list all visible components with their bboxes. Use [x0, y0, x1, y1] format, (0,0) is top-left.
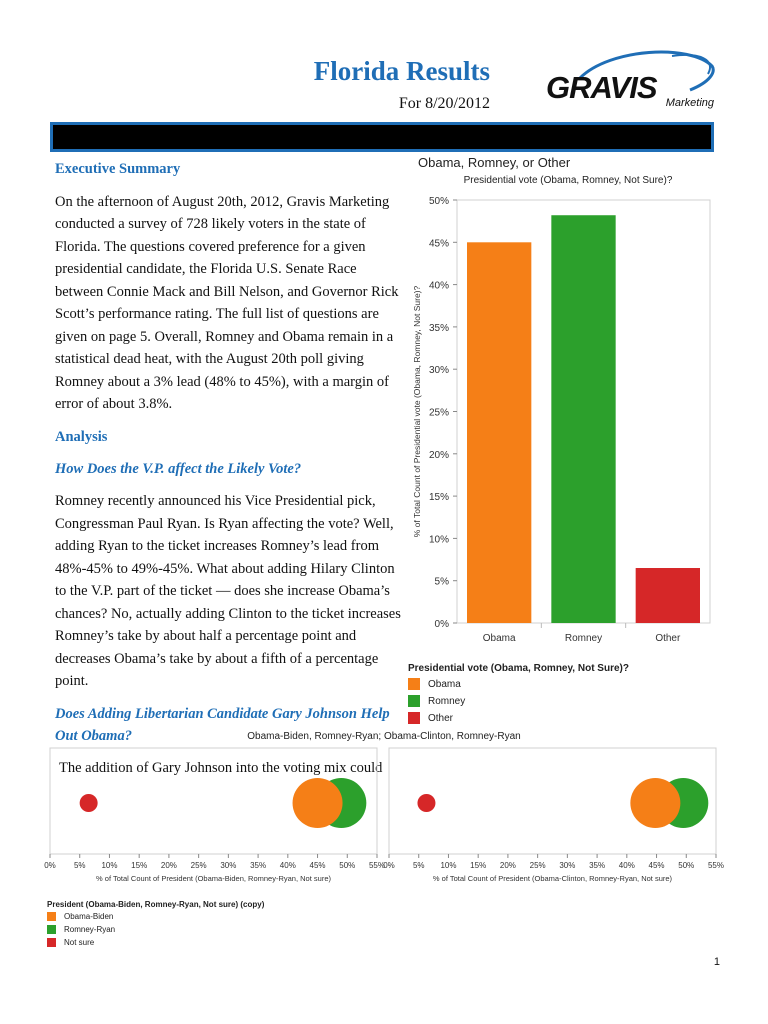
x-tick-label: 20% — [160, 861, 177, 870]
legend-swatch — [408, 712, 420, 724]
bubble-legend-title: President (Obama-Biden, Romney-Ryan, Not sure) (copy) — [47, 900, 265, 909]
legend-swatch — [408, 695, 420, 707]
bar-chart — [405, 188, 725, 648]
header-bar — [50, 122, 714, 152]
x-tick-label: 55% — [707, 861, 725, 870]
legend-item-obama: Obama — [408, 676, 708, 693]
analysis-heading: Analysis — [55, 428, 108, 445]
y-tick-label: 40% — [428, 280, 449, 292]
bar-romney — [551, 215, 615, 623]
x-tick-label: 50% — [678, 861, 695, 870]
x-tick-label: 0% — [44, 861, 56, 870]
x-tick-label: 5% — [412, 861, 425, 870]
x-tick-label: 40% — [279, 861, 296, 870]
y-tick-label: 10% — [428, 534, 449, 546]
johnson-heading: Does Adding Libertarian Candidate Gary Johnson Help Out Obama? — [55, 705, 390, 744]
legend-swatch — [408, 678, 420, 690]
logo-text: GRAVIS — [546, 70, 657, 105]
bar-chart-subtitle: Presidential vote (Obama, Romney, Not Sure)? — [463, 175, 673, 186]
bubble-chart-obama-clinton — [383, 744, 728, 889]
point-obama-clinton — [630, 778, 680, 828]
x-axis-label: % of Total Count of President (Obama-Biden, Romney-Ryan, Not sure) — [96, 874, 331, 883]
x-tick-label: Romney — [564, 633, 603, 644]
bubble-legend-item-obama-biden: Obama-Biden — [47, 912, 447, 925]
y-axis-label: % of Total Count of Presidential vote (Obama, Romney, Not Sure)? — [412, 285, 422, 538]
x-tick-label: 15% — [131, 861, 148, 870]
y-tick-label: 20% — [428, 449, 449, 461]
y-tick-label: 35% — [428, 322, 449, 334]
report-date: For 8/20/2012 — [398, 95, 490, 112]
x-tick-label: 5% — [73, 861, 86, 870]
x-tick-label: 0% — [383, 861, 395, 870]
bubble-legend-item-romney-ryan: Romney-Ryan — [47, 925, 447, 938]
page-number: 1 — [713, 956, 720, 968]
x-tick-label: 55% — [368, 861, 386, 870]
legend-item-romney: Romney — [408, 693, 708, 710]
x-tick-label: 20% — [499, 861, 516, 870]
y-tick-label: 25% — [428, 407, 449, 419]
bubble-chart-obama-biden — [44, 744, 389, 889]
bar-obama — [467, 242, 531, 623]
y-tick-label: 45% — [428, 238, 449, 250]
x-tick-label: 50% — [339, 861, 356, 870]
x-tick-label: Other — [655, 633, 681, 644]
x-tick-label: 35% — [250, 861, 267, 870]
executive-summary-heading: Executive Summary — [55, 161, 181, 177]
executive-summary-text: On the afternoon of August 20th, 2012, Gravis Marketing conducted a survey of 728 likely voters in the state of Florida. The questions covered preference for a given presidential candidate, the Florida U.S. Senate Race between Connie Mack and Bill Nelson, and Governor Rick Scott’s performance rating. The full list of questions are given on page 5. Overall, Romney and Obama remain in a statistical dead heat, with the August 20th poll giving Romney about a 3% lead (48% to 45%), with a margin of error of about 3.8%. — [55, 193, 399, 412]
x-tick-label: 15% — [470, 861, 487, 870]
page-title: Florida Results — [313, 56, 490, 86]
x-tick-label: 30% — [220, 861, 237, 870]
vp-text: Romney recently announced his Vice Presidential pick, Congressman Paul Ryan. Is Ryan affecting the vote? Well, adding Ryan to the ticket increases Romney’s lead from 48%-45% to 49%-45%. What about adding Hilary Clinton to the V.P. part of the ticket — does she increase Obama’s chances? No, actually adding Clinton to the ticket increases Romney’s take by about half a percentage point and decreases Obama’s take by about a fifth of a percentage point. — [55, 493, 401, 689]
x-tick-label: 25% — [190, 861, 207, 870]
y-tick-label: 30% — [428, 365, 449, 377]
y-tick-label: 0% — [434, 619, 449, 630]
x-tick-label: 35% — [589, 861, 606, 870]
bar-other — [636, 568, 700, 623]
point-not-sure — [80, 794, 98, 812]
johnson-text: The addition of Gary Johnson into the voting mix could — [59, 759, 383, 776]
point-not-sure — [417, 794, 435, 812]
x-tick-label: Obama — [482, 633, 516, 644]
legend-title: Presidential vote (Obama, Romney, Not Sure)? — [408, 663, 629, 674]
gravis-logo — [540, 50, 720, 120]
point-obama-biden — [293, 778, 343, 828]
y-tick-label: 5% — [434, 576, 449, 588]
article-body — [55, 158, 405, 789]
x-tick-label: 30% — [559, 861, 576, 870]
x-tick-label: 45% — [309, 861, 326, 870]
bar-chart-legend — [408, 663, 708, 727]
legend-item-other: Other — [408, 710, 708, 727]
x-tick-label: 45% — [648, 861, 665, 870]
x-tick-label: 25% — [529, 861, 546, 870]
y-tick-label: 50% — [428, 196, 449, 207]
bar-chart-title: Obama, Romney, or Other — [418, 155, 571, 170]
bubble-chart-title: Obama-Biden, Romney-Ryan; Obama-Clinton, Romney-Ryan — [247, 731, 521, 742]
logo-subtext: Marketing — [665, 97, 714, 109]
x-tick-label: 10% — [440, 861, 457, 870]
x-tick-label: 10% — [101, 861, 118, 870]
bubble-chart-legend — [47, 900, 447, 951]
y-tick-label: 15% — [428, 492, 449, 504]
x-axis-label: % of Total Count of President (Obama-Clinton, Romney-Ryan, Not sure) — [432, 874, 673, 883]
x-tick-label: 40% — [618, 861, 635, 870]
bubble-legend-item-not-sure: Not sure — [47, 938, 447, 951]
vp-heading: How Does the V.P. affect the Likely Vote? — [55, 461, 302, 477]
